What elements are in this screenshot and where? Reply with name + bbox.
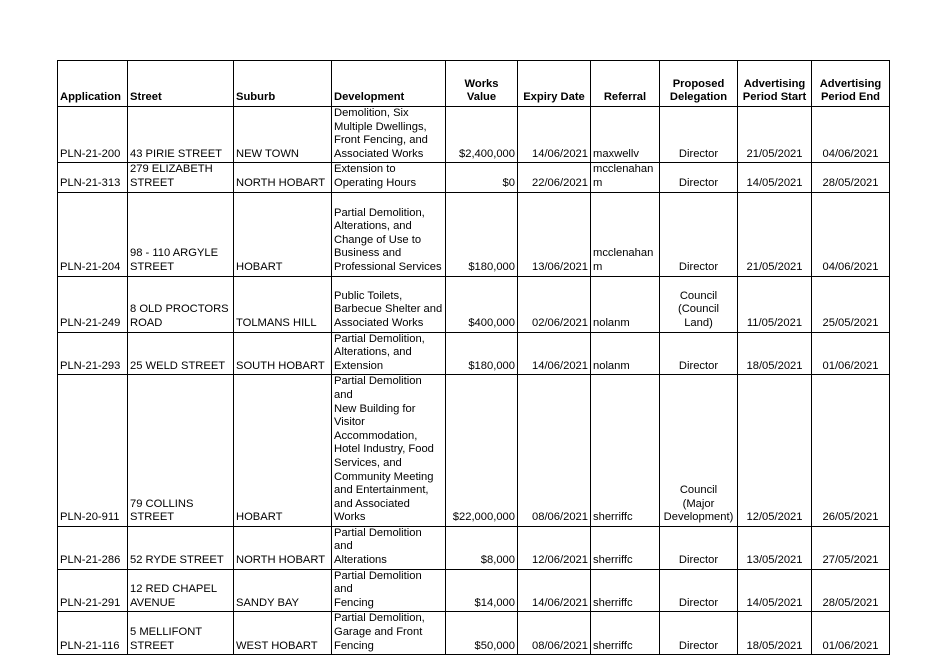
cell-application: PLN-21-204 [58, 192, 128, 276]
cell-delegation: Director [660, 163, 738, 192]
cell-expiry-date: 02/06/2021 [518, 276, 591, 332]
cell-works-value: $180,000 [446, 332, 518, 375]
header-referral: Referral [591, 61, 660, 107]
cell-delegation: Director [660, 107, 738, 163]
cell-adv-start: 11/05/2021 [738, 276, 812, 332]
cell-expiry-date: 14/06/2021 [518, 569, 591, 612]
cell-adv-start: 21/05/2021 [738, 107, 812, 163]
cell-development: Partial Demolition, Garage and Front Fencing [332, 612, 446, 655]
table-row [58, 276, 890, 332]
cell-suburb: NEW TOWN [234, 107, 332, 163]
cell-works-value: $180,000 [446, 192, 518, 276]
cell-works-value: $14,000 [446, 569, 518, 612]
cell-referral: mcclenahan m [591, 163, 660, 192]
cell-application: PLN-21-286 [58, 526, 128, 569]
table-row [58, 612, 890, 655]
cell-street: 79 COLLINS STREET [128, 375, 234, 527]
cell-referral: nolanm [591, 332, 660, 375]
cell-street: 52 RYDE STREET [128, 526, 234, 569]
header-application: Application [58, 61, 128, 107]
applications-table [57, 60, 890, 655]
cell-referral: sherriffc [591, 612, 660, 655]
cell-works-value: $2,400,000 [446, 107, 518, 163]
cell-referral: maxwellv [591, 107, 660, 163]
cell-adv-end: 28/05/2021 [812, 163, 890, 192]
cell-suburb: WEST HOBART [234, 612, 332, 655]
header-advertising-start: Advertising Period Start [738, 61, 812, 107]
cell-expiry-date: 14/06/2021 [518, 107, 591, 163]
header-advertising-end: Advertising Period End [812, 61, 890, 107]
cell-application: PLN-21-249 [58, 276, 128, 332]
cell-delegation: Director [660, 332, 738, 375]
cell-adv-end: 28/05/2021 [812, 569, 890, 612]
cell-suburb: TOLMANS HILL [234, 276, 332, 332]
cell-development: Extension to Operating Hours [332, 163, 446, 192]
cell-suburb: HOBART [234, 192, 332, 276]
cell-development: Partial Demolition, Alterations, and Extension [332, 332, 446, 375]
cell-delegation: Director [660, 569, 738, 612]
cell-application: PLN-20-911 [58, 375, 128, 527]
cell-development: Partial Demolition and New Building for Visitor Accommodation, Hotel Industry, Food Services, and Community Meeting and Entertainment, and Associated Works [332, 375, 446, 527]
cell-adv-end: 25/05/2021 [812, 276, 890, 332]
cell-development: Partial Demolition and Fencing [332, 569, 446, 612]
cell-delegation: Director [660, 612, 738, 655]
cell-application: PLN-21-293 [58, 332, 128, 375]
cell-adv-end: 04/06/2021 [812, 107, 890, 163]
cell-adv-end: 04/06/2021 [812, 192, 890, 276]
cell-street: 12 RED CHAPEL AVENUE [128, 569, 234, 612]
table-row [58, 526, 890, 569]
cell-delegation: Director [660, 526, 738, 569]
table-row [58, 569, 890, 612]
cell-adv-end: 26/05/2021 [812, 375, 890, 527]
cell-development: Public Toilets, Barbecue Shelter and Associated Works [332, 276, 446, 332]
header-works-value: Works Value [446, 61, 518, 107]
cell-suburb: SANDY BAY [234, 569, 332, 612]
cell-street: 25 WELD STREET [128, 332, 234, 375]
cell-referral: sherriffc [591, 526, 660, 569]
cell-development: Partial Demolition and Alterations [332, 526, 446, 569]
cell-suburb: NORTH HOBART [234, 526, 332, 569]
cell-works-value: $50,000 [446, 612, 518, 655]
cell-suburb: HOBART [234, 375, 332, 527]
cell-adv-end: 01/06/2021 [812, 612, 890, 655]
cell-street: 5 MELLIFONT STREET [128, 612, 234, 655]
cell-delegation: Director [660, 192, 738, 276]
table-row [58, 192, 890, 276]
cell-delegation: Council (Council Land) [660, 276, 738, 332]
cell-works-value: $8,000 [446, 526, 518, 569]
cell-works-value: $0 [446, 163, 518, 192]
header-proposed-delegation: Proposed Delegation [660, 61, 738, 107]
table-row [58, 375, 890, 527]
cell-delegation: Council (Major Development) [660, 375, 738, 527]
cell-adv-start: 14/05/2021 [738, 569, 812, 612]
cell-adv-start: 21/05/2021 [738, 192, 812, 276]
cell-adv-start: 14/05/2021 [738, 163, 812, 192]
cell-street: 98 - 110 ARGYLE STREET [128, 192, 234, 276]
cell-referral: mcclenahan m [591, 192, 660, 276]
cell-expiry-date: 14/06/2021 [518, 332, 591, 375]
cell-adv-start: 18/05/2021 [738, 332, 812, 375]
header-development: Development [332, 61, 446, 107]
header-street: Street [128, 61, 234, 107]
cell-adv-end: 27/05/2021 [812, 526, 890, 569]
table-row [58, 332, 890, 375]
cell-referral: sherriffc [591, 569, 660, 612]
cell-application: PLN-21-200 [58, 107, 128, 163]
header-suburb: Suburb [234, 61, 332, 107]
cell-expiry-date: 22/06/2021 [518, 163, 591, 192]
cell-application: PLN-21-291 [58, 569, 128, 612]
cell-referral: nolanm [591, 276, 660, 332]
cell-street: 43 PIRIE STREET [128, 107, 234, 163]
table-row [58, 163, 890, 192]
cell-expiry-date: 08/06/2021 [518, 375, 591, 527]
header-row [58, 61, 890, 107]
cell-expiry-date: 08/06/2021 [518, 612, 591, 655]
cell-adv-start: 13/05/2021 [738, 526, 812, 569]
cell-application: PLN-21-313 [58, 163, 128, 192]
cell-development: Partial Demolition, Alterations, and Change of Use to Business and Professional Services [332, 192, 446, 276]
cell-development: Demolition, Six Multiple Dwellings, Front Fencing, and Associated Works [332, 107, 446, 163]
cell-expiry-date: 12/06/2021 [518, 526, 591, 569]
table-row [58, 107, 890, 163]
cell-suburb: SOUTH HOBART [234, 332, 332, 375]
header-expiry-date: Expiry Date [518, 61, 591, 107]
cell-street: 8 OLD PROCTORS ROAD [128, 276, 234, 332]
cell-adv-end: 01/06/2021 [812, 332, 890, 375]
cell-adv-start: 18/05/2021 [738, 612, 812, 655]
cell-application: PLN-21-116 [58, 612, 128, 655]
cell-suburb: NORTH HOBART [234, 163, 332, 192]
cell-expiry-date: 13/06/2021 [518, 192, 591, 276]
cell-street: 279 ELIZABETH STREET [128, 163, 234, 192]
cell-works-value: $22,000,000 [446, 375, 518, 527]
cell-referral: sherriffc [591, 375, 660, 527]
cell-works-value: $400,000 [446, 276, 518, 332]
cell-adv-start: 12/05/2021 [738, 375, 812, 527]
